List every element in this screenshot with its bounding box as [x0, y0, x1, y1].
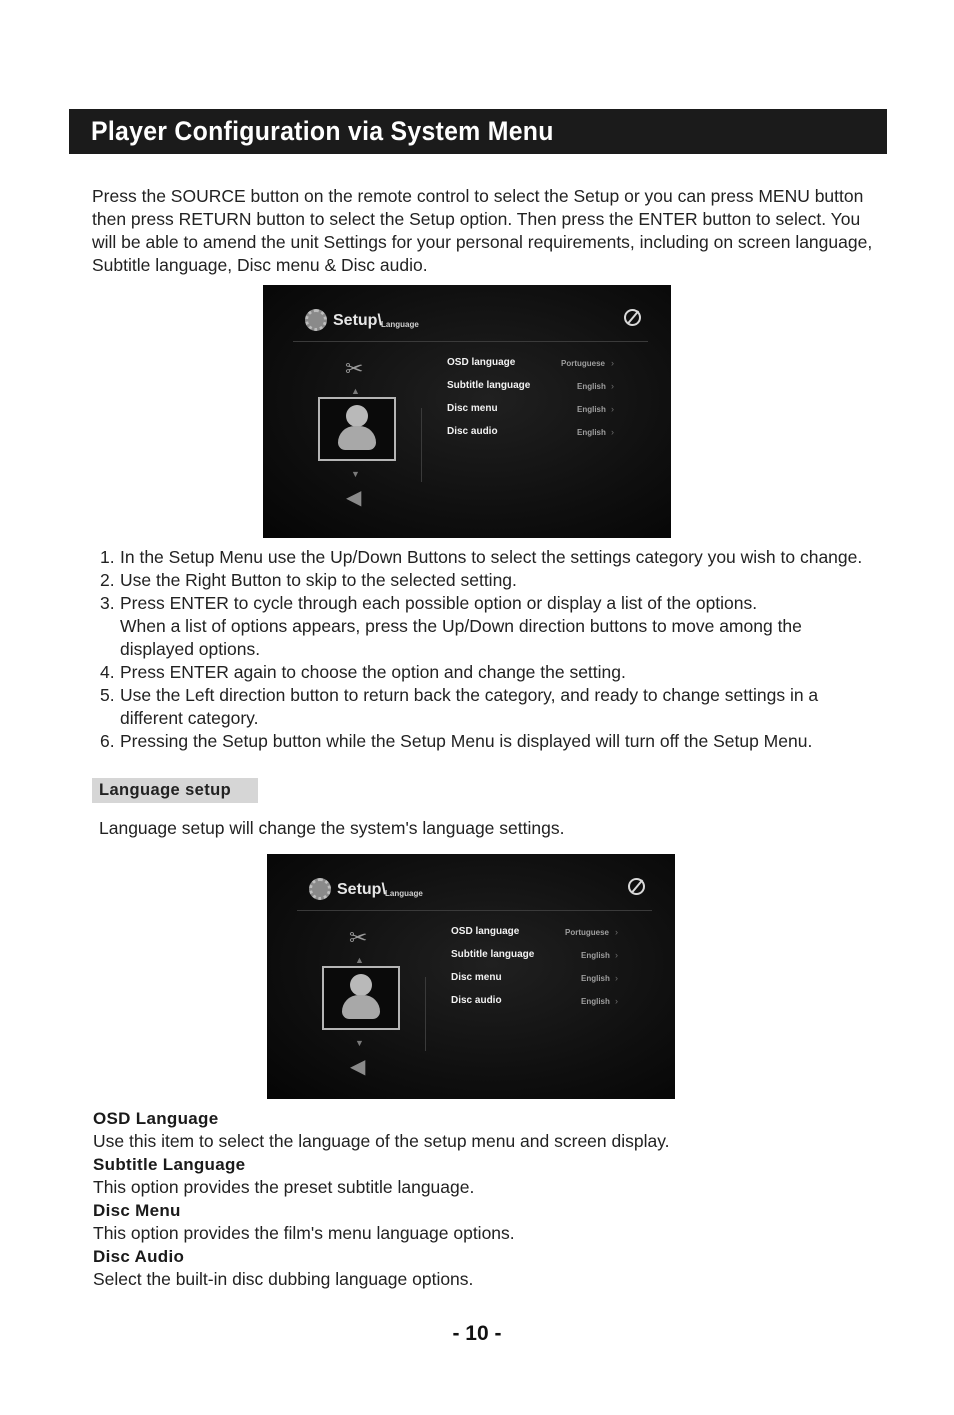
step-text: Press ENTER again to choose the option and change the setting.: [120, 662, 626, 682]
menu-row-value: Portuguese: [561, 359, 606, 368]
list-item: [100, 569, 900, 592]
language-setup-description: Language setup will change the system's language settings.: [99, 818, 565, 838]
language-setup-screenshot: [267, 854, 675, 1099]
step-text: Pressing the Setup button while the Setup Menu is displayed will turn off the Setup Menu.: [120, 731, 813, 751]
person-icon-body: [342, 995, 380, 1019]
step-text: Use the Right Button to skip to the selected setting.: [120, 570, 517, 590]
menu-row-value: English: [581, 997, 610, 1006]
step-text: Use the Left direction button to return back the category, and ready to change settings in a: [120, 685, 819, 705]
definition-description: This option provides the film's menu language options.: [93, 1223, 515, 1243]
gear-icon: [309, 878, 331, 900]
setup-breadcrumb: Language: [385, 889, 423, 898]
language-category-frame: [318, 397, 396, 461]
menu-row-label: Disc audio: [447, 426, 498, 437]
definition-term: Disc Menu: [93, 1201, 181, 1220]
up-caret-icon: ▲: [355, 955, 364, 965]
list-item: [100, 661, 900, 684]
down-caret-icon: ▼: [355, 1038, 364, 1048]
chevron-right-icon: ›: [611, 381, 614, 391]
definition-description: Select the built-in disc dubbing language options.: [93, 1269, 474, 1289]
setup-title: Setup\: [333, 312, 382, 329]
step-number: 4.: [100, 662, 115, 682]
page-number: - 10 -: [452, 1322, 502, 1345]
page-title: Player Configuration via System Menu: [91, 116, 554, 146]
person-icon: [346, 405, 368, 427]
divider: [425, 977, 426, 1051]
step-number: 2.: [100, 570, 115, 590]
step-text: In the Setup Menu use the Up/Down Buttons to select the settings category you wish to change.: [120, 547, 863, 567]
section-heading: Language setup: [99, 781, 232, 799]
setup-breadcrumb: Language: [381, 320, 419, 329]
step-number: 1.: [100, 547, 115, 567]
definition-description: This option provides the preset subtitle language.: [93, 1177, 475, 1197]
step-text: When a list of options appears, press the Up/Down direction buttons to move among the: [120, 616, 802, 636]
list-item: [100, 546, 900, 569]
step-number: 5.: [100, 685, 115, 705]
language-setup-label: [92, 778, 258, 803]
divider: [421, 408, 422, 482]
menu-row-value: English: [577, 382, 606, 391]
intro-line: then press RETURN button to select the Setup option. Then press the ENTER button to select. You: [92, 209, 861, 229]
speaker-icon: ◀: [346, 487, 362, 509]
chevron-right-icon: ›: [611, 427, 614, 437]
step-text: displayed options.: [120, 639, 261, 659]
speaker-icon: ◀: [350, 1056, 366, 1078]
step-number: 3.: [100, 593, 115, 613]
up-caret-icon: ▲: [351, 386, 360, 396]
menu-row-label: OSD language: [447, 357, 516, 368]
menu-row-label: Disc menu: [451, 972, 502, 983]
step-text: different category.: [120, 708, 259, 728]
list-item: [100, 592, 900, 661]
intro-line: Subtitle language, Disc menu & Disc audio.: [92, 255, 428, 275]
menu-row-label: Disc menu: [447, 403, 498, 414]
chevron-right-icon: ›: [611, 358, 614, 368]
disc-icon: [624, 309, 641, 326]
section-title-bar: [69, 109, 887, 154]
menu-row-value: English: [577, 405, 606, 414]
menu-row-label: OSD language: [451, 926, 520, 937]
language-category-frame: [322, 966, 400, 1030]
definition-term: OSD Language: [93, 1109, 219, 1128]
setup-title: Setup\: [337, 881, 386, 898]
chevron-right-icon: ›: [615, 950, 618, 960]
divider: [293, 341, 648, 342]
step-number: 6.: [100, 731, 115, 751]
setup-menu-screenshot: [263, 285, 671, 538]
menu-row-value: Portuguese: [565, 928, 610, 937]
definition-term: Subtitle Language: [93, 1155, 246, 1174]
person-icon-body: [338, 426, 376, 450]
down-caret-icon: ▼: [351, 469, 360, 479]
divider: [297, 910, 652, 911]
list-item: [100, 684, 900, 730]
definitions-list: [93, 1107, 893, 1291]
steps-list: [100, 546, 900, 753]
intro-line: will be able to amend the unit Settings for your personal requirements, including on screen language,: [92, 232, 873, 252]
tools-icon: ✂: [349, 925, 368, 950]
chevron-right-icon: ›: [615, 973, 618, 983]
gear-icon: [305, 309, 327, 331]
disc-icon: [628, 878, 645, 895]
menu-row-value: English: [581, 974, 610, 983]
menu-row-value: English: [581, 951, 610, 960]
menu-row-label: Disc audio: [451, 995, 502, 1006]
list-item: [100, 730, 900, 753]
menu-row-value: English: [577, 428, 606, 437]
person-icon: [350, 974, 372, 996]
tools-icon: ✂: [345, 356, 364, 381]
intro-line: Press the SOURCE button on the remote control to select the Setup or you can press MENU button: [92, 186, 864, 206]
chevron-right-icon: ›: [615, 996, 618, 1006]
menu-row-label: Subtitle language: [451, 949, 535, 960]
menu-row-label: Subtitle language: [447, 380, 531, 391]
step-text: Press ENTER to cycle through each possible option or display a list of the options.: [120, 593, 758, 613]
chevron-right-icon: ›: [615, 927, 618, 937]
intro-paragraph: [92, 185, 902, 277]
definition-description: Use this item to select the language of the setup menu and screen display.: [93, 1131, 670, 1151]
definition-term: Disc Audio: [93, 1247, 185, 1266]
chevron-right-icon: ›: [611, 404, 614, 414]
